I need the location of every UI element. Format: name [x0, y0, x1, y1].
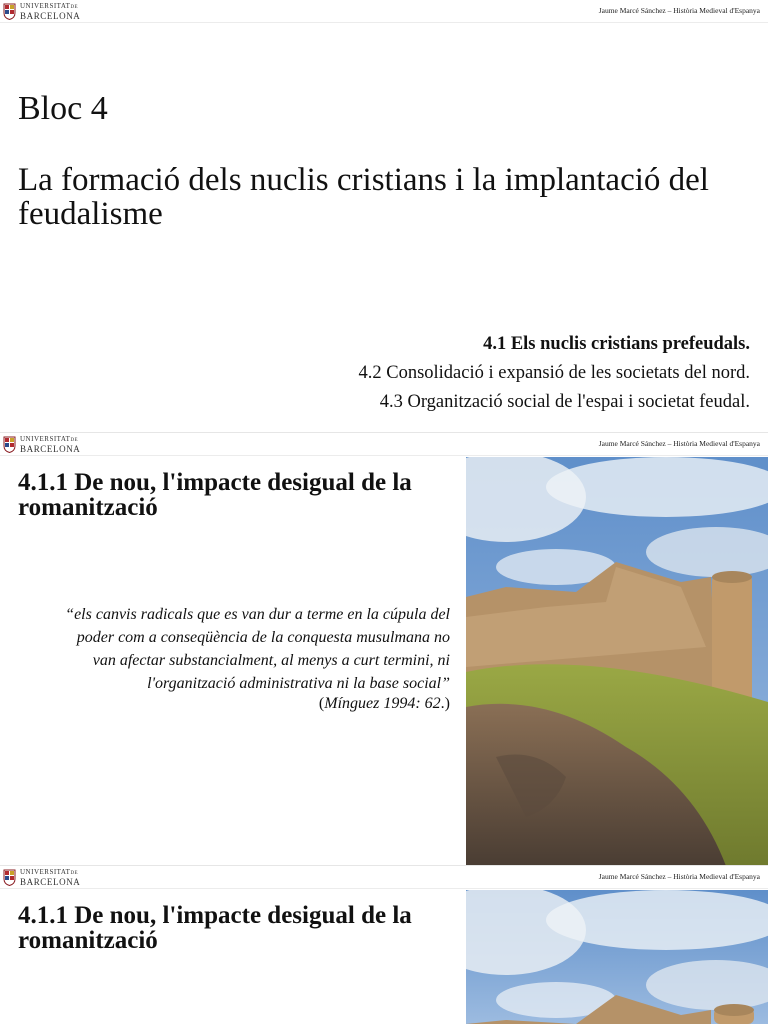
table-of-contents [358, 333, 750, 420]
bloc-title: Bloc 4 [18, 90, 108, 127]
castle-ruins-photo [466, 890, 768, 1024]
logo-line1: UNIVERSITAT [20, 868, 71, 876]
header-author: Jaume Marcé Sánchez – Història Medieval d'Espanya [598, 872, 760, 881]
logo-line2: BARCELONA [20, 11, 81, 21]
university-crest-icon [3, 436, 16, 453]
university-crest-icon [3, 3, 16, 20]
quote-line: l'organització administrativa ni la base social” [147, 675, 450, 692]
university-crest-icon [3, 869, 16, 886]
toc-item-4-1: 4.1 Els nuclis cristians prefeudals. [483, 334, 750, 354]
university-logo [3, 435, 80, 453]
logo-text [20, 868, 80, 886]
quote-line: “els canvis radicals que es van dur a terme en la cúpula del [65, 606, 450, 623]
university-logo [3, 2, 80, 20]
slide-3 [0, 866, 768, 1024]
slide-header [0, 433, 768, 456]
logo-line1-small: DE [70, 5, 79, 10]
section-title: 4.1.1 De nou, l'impacte desigual de la romanització [18, 469, 412, 521]
logo-line1: UNIVERSITAT [20, 2, 71, 10]
slide-2 [0, 433, 768, 866]
header-author: Jaume Marcé Sánchez – Història Medieval d'Espanya [598, 6, 760, 15]
logo-line1-small: DE [70, 438, 79, 443]
quote-line: van afectar substancialment, al menys a curt termini, ni [92, 652, 450, 669]
university-logo [3, 868, 80, 886]
cite-close: .) [440, 695, 450, 712]
logo-line2: BARCELONA [20, 444, 81, 454]
quote-line: poder com a conseqüència de la conquesta musulmana no [76, 629, 450, 646]
castle-ruins-photo [466, 457, 768, 866]
citation [319, 695, 450, 713]
logo-line1: UNIVERSITAT [20, 435, 71, 443]
toc-item-4-2: 4.2 Consolidació i expansió de les societats del nord. [358, 363, 750, 383]
slide-header [0, 0, 768, 23]
section-title: 4.1.1 De nou, l'impacte desigual de la romanització [18, 902, 412, 954]
logo-text [20, 435, 80, 453]
logo-line2: BARCELONA [20, 877, 81, 887]
quote [20, 603, 450, 695]
logo-line1-small: DE [70, 871, 79, 876]
slide-1 [0, 0, 768, 433]
header-author: Jaume Marcé Sánchez – Història Medieval d'Espanya [598, 439, 760, 448]
cite-open: ( [318, 695, 325, 712]
toc-item-4-3: 4.3 Organització social de l'espai i societat feudal. [379, 392, 750, 412]
slide-header [0, 866, 768, 889]
logo-text [20, 2, 80, 20]
main-title: La formació dels nuclis cristians i la implantació del feudalisme [18, 162, 709, 232]
cite-author: Mínguez 1994: 62 [324, 695, 441, 712]
